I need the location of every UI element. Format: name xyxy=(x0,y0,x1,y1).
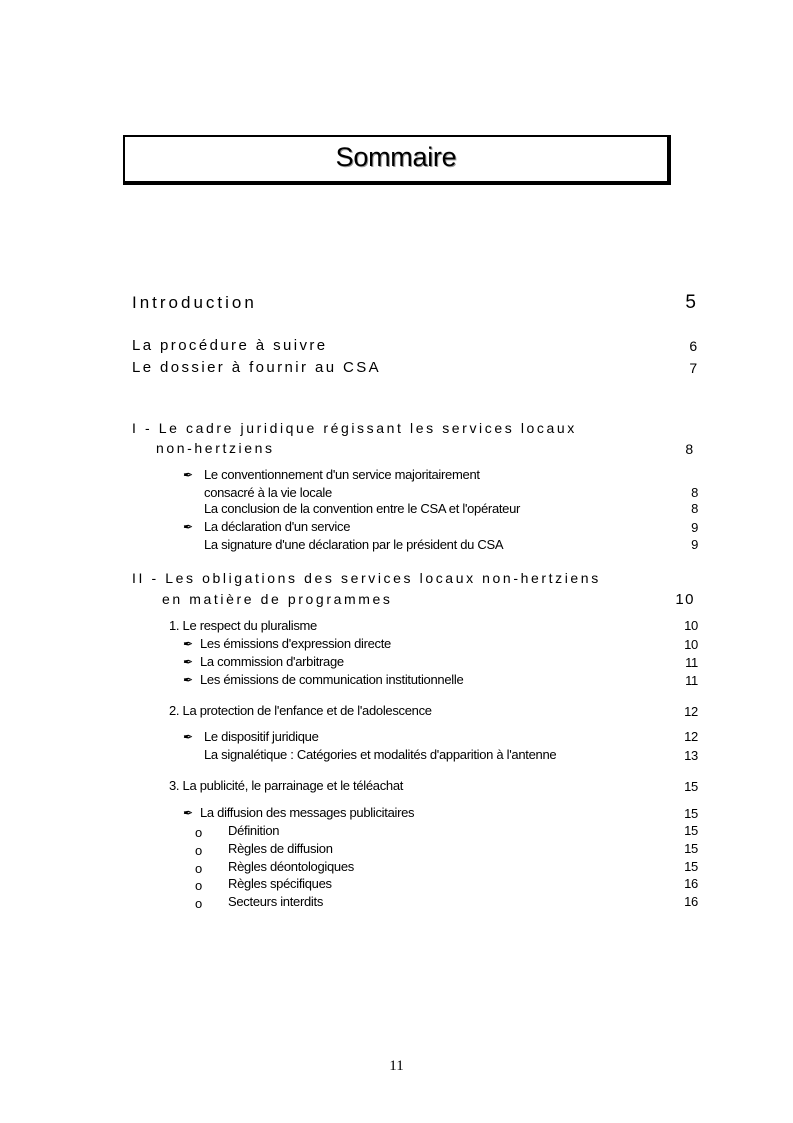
toc-part1-item1-page: 8 xyxy=(691,485,698,500)
toc-section1-item1-page: 10 xyxy=(684,637,698,652)
toc-subitem-page: 16 xyxy=(684,876,698,891)
toc-introduction-page: 5 xyxy=(685,292,696,313)
circle-bullet-icon: o xyxy=(195,843,203,858)
toc-part1-item1: Le conventionnement d'un service majoritairement xyxy=(204,467,480,482)
toc-section3-item1: La diffusion des messages publicitaires xyxy=(200,805,415,820)
toc-section1-item1: Les émissions d'expression directe xyxy=(200,636,391,651)
toc-section2-item1: Le dispositif juridique xyxy=(204,729,319,744)
toc-procedure: La procédure à suivre xyxy=(132,337,328,354)
pen-bullet-icon: ✒ xyxy=(183,730,194,744)
title-box xyxy=(123,135,671,185)
circle-bullet-icon: o xyxy=(195,861,203,876)
toc-section3: 3. La publicité, le parrainage et le téléachat xyxy=(169,778,404,793)
toc-subitem-page: 15 xyxy=(684,841,698,856)
toc-subitem: Règles de diffusion xyxy=(228,841,333,856)
toc-part1-item3-page: 9 xyxy=(691,520,698,535)
circle-bullet-icon: o xyxy=(195,878,203,893)
toc-section3-item1-page: 15 xyxy=(684,806,698,821)
toc-part1-item4: La signature d'une déclaration par le président du CSA xyxy=(204,537,504,552)
page-number: 11 xyxy=(389,1058,404,1074)
pen-bullet-icon: ✒ xyxy=(183,468,194,482)
toc-part1-heading: I - Le cadre juridique régissant les services locaux xyxy=(132,420,577,436)
toc-dossier-page: 7 xyxy=(689,360,697,376)
toc-part1-page: 8 xyxy=(685,441,693,457)
toc-section2: 2. La protection de l'enfance et de l'adolescence xyxy=(169,703,432,718)
toc-subitem: Secteurs interdits xyxy=(228,894,324,909)
toc-part1-item4-page: 9 xyxy=(691,537,698,552)
toc-section2-item2: La signalétique : Catégories et modalités d'apparition à l'antenne xyxy=(204,747,557,762)
toc-section2-item2-page: 13 xyxy=(684,748,698,763)
toc-part1-heading-cont: non-hertziens xyxy=(156,440,275,456)
pen-bullet-icon: ✒ xyxy=(183,637,194,651)
toc-part2-heading-cont: en matière de programmes xyxy=(162,591,393,607)
toc-section1-page: 10 xyxy=(684,618,698,633)
toc-section1-item2-page: 11 xyxy=(685,655,698,670)
toc-part2-page: 10 xyxy=(675,591,695,608)
page-title: Sommaire xyxy=(335,142,457,172)
toc-section2-item1-page: 12 xyxy=(684,729,698,744)
toc-section1-item3-page: 11 xyxy=(685,673,698,688)
pen-bullet-icon: ✒ xyxy=(183,520,194,534)
toc-subitem: Règles spécifiques xyxy=(228,876,332,891)
toc-subitem-page: 16 xyxy=(684,894,698,909)
toc-subitem: Définition xyxy=(228,823,280,838)
toc-subitem-page: 15 xyxy=(684,859,698,874)
toc-part1-item1-cont: consacré à la vie locale xyxy=(204,485,332,500)
toc-section3-page: 15 xyxy=(684,779,698,794)
circle-bullet-icon: o xyxy=(195,896,203,911)
toc-introduction: Introduction xyxy=(132,293,257,312)
toc-dossier: Le dossier à fournir au CSA xyxy=(132,359,382,376)
toc-part2-heading: II - Les obligations des services locaux non-hertziens xyxy=(132,570,601,586)
pen-bullet-icon: ✒ xyxy=(183,673,194,687)
toc-part1-item2: La conclusion de la convention entre le CSA et l'opérateur xyxy=(204,501,521,516)
toc-section1: 1. Le respect du pluralisme xyxy=(169,618,317,633)
pen-bullet-icon: ✒ xyxy=(183,806,194,820)
pen-bullet-icon: ✒ xyxy=(183,655,194,669)
toc-part1-item2-page: 8 xyxy=(691,501,698,516)
toc-subitem-page: 15 xyxy=(684,823,698,838)
circle-bullet-icon: o xyxy=(195,825,203,840)
toc-section1-item3: Les émissions de communication institutionnelle xyxy=(200,672,464,687)
toc-procedure-page: 6 xyxy=(689,338,697,354)
toc-part1-item3: La déclaration d'un service xyxy=(204,519,351,534)
toc-section2-page: 12 xyxy=(684,704,698,719)
toc-subitem: Règles déontologiques xyxy=(228,859,354,874)
toc-section1-item2: La commission d'arbitrage xyxy=(200,654,344,669)
